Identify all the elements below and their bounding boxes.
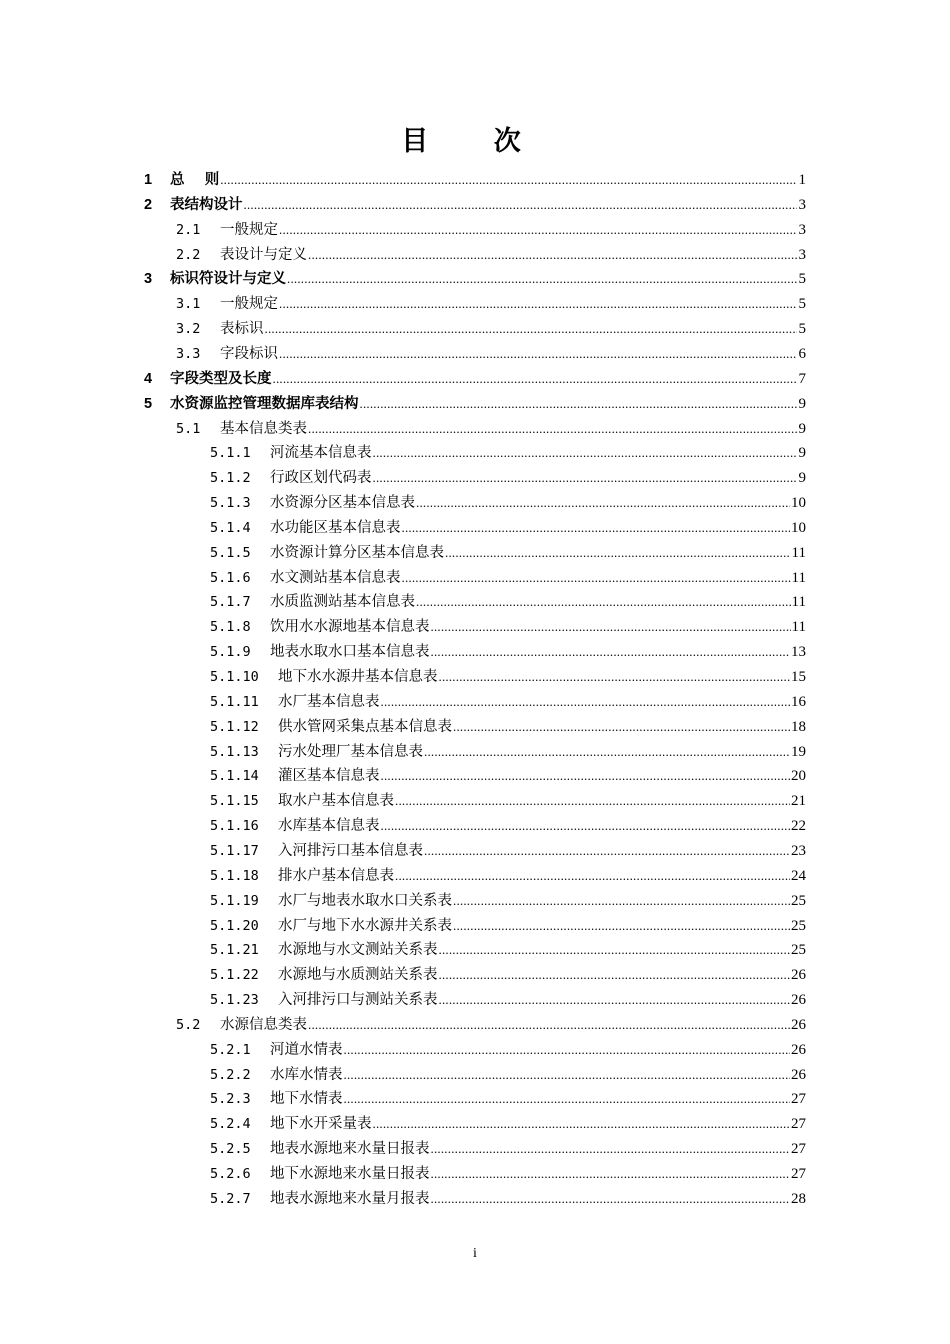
toc-entry[interactable] — [0, 1159, 950, 1183]
toc-entry-title: 地下水情表 — [270, 1091, 343, 1108]
toc-entry-title: 地表水源地来水量日报表 — [270, 1141, 430, 1158]
dot-leader — [402, 569, 791, 587]
toc-entry-title: 水资源计算分区基本信息表 — [270, 544, 444, 561]
toc-entry-number: 5.2 — [176, 1016, 201, 1033]
toc-entry[interactable] — [0, 463, 950, 487]
toc-entry[interactable] — [0, 264, 950, 288]
toc-entry-title: 水库基本信息表 — [278, 818, 380, 835]
dot-leader — [445, 544, 791, 562]
toc-entry-page: 25 — [791, 942, 806, 959]
toc-entry[interactable] — [0, 289, 950, 313]
toc-entry[interactable] — [0, 687, 950, 711]
toc-entry[interactable] — [0, 836, 950, 860]
toc-entry-number: 5.2.3 — [210, 1091, 251, 1108]
toc-entry-number: 4 — [144, 370, 153, 387]
toc-entry-page: 27 — [791, 1091, 806, 1108]
toc-entry-title: 污水处理厂基本信息表 — [278, 743, 423, 760]
toc-entry-number: 5.1.6 — [210, 569, 251, 586]
toc-entry-number: 3.1 — [176, 296, 201, 313]
toc-entry-number: 5.1.8 — [210, 619, 251, 636]
dot-leader — [439, 966, 791, 984]
toc-entry-page: 26 — [791, 992, 806, 1009]
toc-entry-title: 入河排污口基本信息表 — [278, 842, 423, 859]
dot-leader — [287, 270, 797, 288]
toc-entry-title: 基本信息类表 — [220, 420, 307, 437]
toc-entry-number: 2.1 — [176, 221, 201, 238]
dot-leader — [265, 320, 798, 338]
toc-entry-number: 5.2.2 — [210, 1066, 251, 1083]
dot-leader — [344, 1090, 791, 1108]
toc-entry-title: 水厂基本信息表 — [278, 693, 380, 710]
dot-leader — [279, 221, 797, 239]
toc-entry-title: 标识符设计与定义 — [170, 271, 286, 288]
toc-entry-page: 9 — [798, 470, 806, 487]
toc-entry[interactable] — [0, 190, 950, 214]
toc-entry-page: 3 — [798, 196, 806, 213]
toc-entry-title: 取水户基本信息表 — [278, 793, 394, 810]
toc-entry-page: 23 — [791, 842, 806, 859]
toc-entry[interactable] — [0, 662, 950, 686]
toc-entry[interactable] — [0, 985, 950, 1009]
toc-entry-number: 5.1.20 — [210, 917, 259, 934]
dot-leader — [424, 842, 790, 860]
toc-entry-title: 水厂与地下水水源井关系表 — [278, 917, 452, 934]
toc-entry-number: 1 — [144, 172, 153, 188]
dot-leader — [220, 171, 797, 189]
toc-entry-title: 水库水情表 — [270, 1066, 343, 1083]
toc-entry-title: 地下水源地来水量日报表 — [270, 1166, 430, 1182]
toc-entry-page: 5 — [798, 321, 806, 338]
toc-entry-number: 5.2.6 — [210, 1166, 251, 1182]
toc-entry[interactable] — [0, 612, 950, 636]
toc-entry-page: 18 — [791, 718, 806, 735]
toc-entry[interactable] — [0, 886, 950, 910]
toc-entry-page: 27 — [791, 1141, 806, 1158]
dot-leader — [431, 1190, 791, 1208]
toc-entry-page: 24 — [791, 867, 806, 884]
toc-entry-page: 10 — [791, 495, 806, 512]
toc-entry[interactable] — [0, 563, 950, 587]
dot-leader — [453, 892, 790, 910]
toc-entry[interactable] — [0, 935, 950, 959]
toc-entry-number: 5.1.4 — [210, 519, 251, 536]
toc-entry-title: 水源地与水文测站关系表 — [278, 942, 438, 959]
toc-entry-page: 25 — [791, 892, 806, 909]
dot-leader — [453, 917, 790, 935]
dot-leader — [373, 1115, 791, 1133]
toc-entry-number: 5.1.15 — [210, 793, 259, 810]
toc-entry-title: 一般规定 — [220, 221, 278, 238]
toc-entry-title: 饮用水水源地基本信息表 — [270, 619, 430, 636]
toc-entry[interactable] — [0, 1010, 950, 1034]
toc-entry-page: 28 — [791, 1190, 806, 1207]
toc-entry-title: 字段类型及长度 — [170, 370, 272, 387]
toc-entry-number: 2.2 — [176, 246, 201, 263]
toc-entry-title: 表设计与定义 — [220, 246, 307, 263]
dot-leader — [431, 618, 791, 636]
toc-entry[interactable] — [0, 811, 950, 835]
toc-entry[interactable] — [0, 960, 950, 984]
toc-entry[interactable] — [0, 786, 950, 810]
toc-entry-number: 5.2.1 — [210, 1041, 251, 1058]
dot-leader — [244, 196, 798, 214]
toc-entry-page: 15 — [791, 669, 806, 685]
toc-entry-page: 5 — [798, 271, 806, 288]
toc-entry[interactable] — [0, 911, 950, 935]
toc-entry-page: 9 — [798, 395, 806, 412]
toc-entry-page: 10 — [791, 519, 806, 536]
toc-entry-number: 5.1.23 — [210, 992, 259, 1009]
toc-entry[interactable] — [0, 1184, 950, 1208]
dot-leader — [373, 469, 798, 487]
dot-leader — [308, 1016, 790, 1034]
toc-entry-number: 5.2.7 — [210, 1190, 251, 1207]
toc-entry-number: 5.1.22 — [210, 967, 259, 984]
dot-leader — [395, 792, 790, 810]
toc-entry-page: 13 — [791, 644, 806, 661]
toc-entry-number: 3.2 — [176, 321, 201, 338]
page-title: 目 次 — [401, 126, 549, 157]
toc-entry[interactable] — [0, 215, 950, 239]
toc-entry-title: 水质监测站基本信息表 — [270, 594, 415, 611]
toc-entry-title: 水资源监控管理数据库表结构 — [170, 395, 359, 412]
toc-entry-number: 5.1.17 — [210, 842, 259, 859]
toc-entry-title: 水资源分区基本信息表 — [270, 495, 415, 512]
toc-entry-title: 水源信息类表 — [220, 1016, 307, 1033]
dot-leader — [279, 345, 797, 363]
toc-entry-number: 5.1.21 — [210, 942, 259, 959]
toc-entry-number: 5.1.3 — [210, 495, 251, 512]
toc-entry-page: 1 — [798, 172, 806, 188]
toc-entry-page: 21 — [791, 793, 806, 810]
toc-entry-number: 5.1.2 — [210, 470, 251, 487]
toc-entry-page: 3 — [798, 246, 806, 263]
dot-leader — [381, 693, 791, 711]
toc-entry-page: 11 — [791, 569, 806, 586]
toc-entry-page: 6 — [798, 345, 806, 362]
toc-entry-title: 地下水水源井基本信息表 — [278, 669, 438, 685]
toc-entry[interactable] — [0, 339, 950, 363]
dot-leader — [395, 867, 790, 885]
dot-leader — [439, 991, 791, 1009]
toc-entry-number: 5.1 — [176, 420, 201, 437]
toc-entry-number: 2 — [144, 196, 153, 213]
toc-entry-title: 供水管网采集点基本信息表 — [278, 718, 452, 735]
toc-entry-page: 16 — [791, 693, 806, 710]
dot-leader — [453, 718, 790, 736]
toc-entry-number: 5.1.7 — [210, 594, 251, 611]
dot-leader — [279, 295, 797, 313]
dot-leader — [344, 1041, 791, 1059]
toc-entry-number: 5.1.19 — [210, 892, 259, 909]
dot-leader — [373, 444, 798, 462]
toc-entry-page: 11 — [791, 619, 806, 636]
dot-leader — [360, 395, 798, 413]
dot-leader — [431, 643, 791, 661]
toc-entry-number: 5 — [144, 395, 153, 412]
toc-entry-page: 11 — [791, 594, 806, 611]
toc-entry[interactable] — [0, 414, 950, 438]
toc-entry[interactable] — [0, 240, 950, 264]
dot-leader — [308, 246, 797, 264]
toc-entry-number: 5.1.5 — [210, 544, 251, 561]
toc-entry-page: 25 — [791, 917, 806, 934]
toc-entry[interactable] — [0, 737, 950, 761]
toc-entry[interactable] — [0, 1109, 950, 1133]
dot-leader — [424, 743, 790, 761]
toc-entry-title: 排水户基本信息表 — [278, 867, 394, 884]
toc-entry[interactable] — [0, 513, 950, 537]
toc-entry-title: 字段标识 — [220, 345, 278, 362]
toc-entry-number: 5.1.18 — [210, 867, 259, 884]
toc-entry[interactable] — [0, 1060, 950, 1084]
toc-entry-number: 5.1.16 — [210, 818, 259, 835]
toc-entry-number: 3.3 — [176, 345, 201, 362]
dot-leader — [308, 420, 797, 438]
toc-entry-page: 5 — [798, 296, 806, 313]
toc-entry-title: 水源地与水质测站关系表 — [278, 967, 438, 984]
toc-entry[interactable] — [0, 488, 950, 512]
toc-entry-number: 5.1.1 — [210, 445, 251, 462]
toc-entry-number: 5.1.12 — [210, 718, 259, 735]
dot-leader — [416, 593, 791, 611]
toc-entry-page: 3 — [798, 221, 806, 238]
toc-entry-page: 7 — [798, 370, 806, 387]
dot-leader — [431, 1140, 791, 1158]
toc-entry-page: 27 — [791, 1166, 806, 1182]
toc-entry-page: 22 — [791, 818, 806, 835]
toc-entry-page: 27 — [791, 1116, 806, 1133]
dot-leader — [439, 941, 791, 959]
toc-entry-page: 26 — [791, 967, 806, 984]
toc-entry[interactable] — [0, 861, 950, 885]
toc-entry[interactable] — [0, 438, 950, 462]
toc-entry-number: 5.1.11 — [210, 693, 259, 710]
toc-entry-title: 水文测站基本信息表 — [270, 569, 401, 586]
toc-entry-title: 地下水开采量表 — [270, 1116, 372, 1133]
toc-entry[interactable] — [0, 1035, 950, 1059]
toc-entry-title: 一般规定 — [220, 296, 278, 313]
toc-entry[interactable] — [0, 165, 950, 189]
dot-leader — [273, 370, 798, 388]
toc-entry[interactable] — [0, 761, 950, 785]
toc-entry-number: 5.1.10 — [210, 669, 259, 685]
toc-entry-number: 3 — [144, 271, 153, 288]
toc-entry[interactable] — [0, 1084, 950, 1108]
page-number: i — [473, 1246, 477, 1261]
toc-entry-title: 灌区基本信息表 — [278, 768, 380, 785]
toc-entry-number: 5.1.9 — [210, 644, 251, 661]
toc-entry-number: 5.1.13 — [210, 743, 259, 760]
toc-entry-page: 20 — [791, 768, 806, 785]
toc-entry-page: 9 — [798, 420, 806, 437]
dot-leader — [416, 494, 790, 512]
dot-leader — [439, 668, 791, 686]
toc-entry[interactable] — [0, 1134, 950, 1158]
toc-entry-title: 表结构设计 — [170, 196, 243, 213]
dot-leader — [402, 519, 791, 537]
toc-entry-title: 行政区划代码表 — [270, 470, 372, 487]
toc-entry-number: 5.1.14 — [210, 768, 259, 785]
toc-entry-title: 水功能区基本信息表 — [270, 519, 401, 536]
toc-entry[interactable] — [0, 364, 950, 388]
toc-entry-title: 河流基本信息表 — [270, 445, 372, 462]
toc-entry[interactable] — [0, 712, 950, 736]
dot-leader — [381, 767, 791, 785]
toc-entry-title: 总 则 — [170, 172, 220, 188]
toc-entry-title: 河道水情表 — [270, 1041, 343, 1058]
toc-entry[interactable] — [0, 538, 950, 562]
toc-entry[interactable] — [0, 637, 950, 661]
dot-leader — [431, 1165, 791, 1183]
toc-entry-page: 11 — [791, 544, 806, 561]
toc-entry-page: 19 — [791, 743, 806, 760]
dot-leader — [344, 1066, 791, 1084]
toc-entry-page: 26 — [791, 1066, 806, 1083]
dot-leader — [381, 817, 791, 835]
toc-entry-title: 入河排污口与测站关系表 — [278, 992, 438, 1009]
toc-entry-page: 9 — [798, 445, 806, 462]
toc-entry-number: 5.2.5 — [210, 1141, 251, 1158]
toc-entry-page: 26 — [791, 1041, 806, 1058]
toc-entry[interactable] — [0, 587, 950, 611]
toc-entry-title: 水厂与地表水取水口关系表 — [278, 892, 452, 909]
toc-entry-page: 26 — [791, 1016, 806, 1033]
toc-entry-title: 地表水取水口基本信息表 — [270, 644, 430, 661]
toc-entry-title: 表标识 — [220, 321, 264, 338]
toc-entry-number: 5.2.4 — [210, 1116, 251, 1133]
toc-entry-title: 地表水源地来水量月报表 — [270, 1190, 430, 1207]
toc-entry[interactable] — [0, 314, 950, 338]
toc-entry[interactable] — [0, 389, 950, 413]
